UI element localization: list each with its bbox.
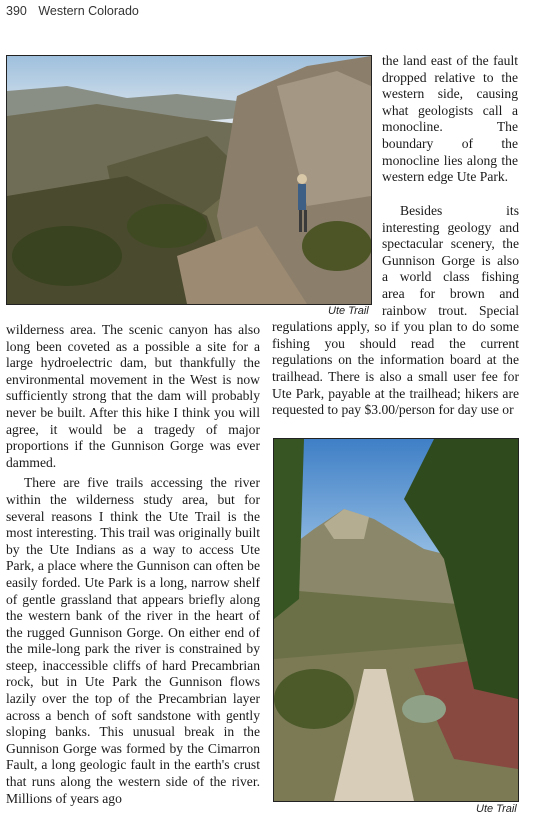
photo1-caption: Ute Trail bbox=[328, 305, 369, 317]
right-column-top bbox=[382, 53, 518, 186]
page-header bbox=[6, 4, 139, 18]
photo2-caption: Ute Trail bbox=[476, 803, 517, 815]
photo-ute-trail-path bbox=[273, 438, 519, 802]
fishing-paragraph bbox=[272, 203, 519, 419]
page-number: 390 bbox=[6, 4, 27, 18]
trail-path-image bbox=[274, 439, 518, 801]
left-column bbox=[6, 322, 260, 807]
paragraph: wilderness area. The scenic canyon has also long been coveted as a possible a site for a large hydroelectric dam, but thankfully the environmental movement in the West is now sufficiently strong that the dam will probably never be built. After this hike I think you will agree, it would be a tragedy of major proportions if the Gunnison Gorge was ever dammed. bbox=[6, 322, 260, 470]
paragraph: the land east of the fault dropped relative to the western side, causing what geologists call a monocline. The boundary of the monocline lies along the western edge Ute Park. bbox=[382, 53, 518, 185]
paragraph: There are five trails accessing the river within the wilderness study area, but for several reasons I think the Ute Trail is the most interesting. This trail was originally built by the Ute Indians as a way to access Ute Park, a place where the Gunnison can often be easily forded. Ute Park is a long, narrow shelf of gentle grassland that appears briefly along the western bank of the river in the heart of the rugged Gunnison Gorge. On either end of the mile-long park the river is constrained by steep, inaccessible cliffs of hard Precambrian rock, but in Ute Park the Gunnison flows lazily over the top of the Precambrian layer across a bench of soft sandstone with gently sloping banks. This unusual break in the Gunnison Gorge was formed by the Cimarron Fault, a long geologic fault in the earth's crust that runs along the western side of the river. Millions of years ago bbox=[6, 475, 260, 806]
running-title: Western Colorado bbox=[38, 4, 139, 18]
paragraph: Besides its interesting geology and spectacular scenery, the Gunnison Gorge is also a world class fishing area for brown and rainbow trout. Special regulations apply, so if you plan to do some fishing you should read the current regulations on the information board at the trailhead. There is also a small user fee for Ute Park, payable at the trailhead; hikers are requested to pay $3.00/person for day use or bbox=[272, 203, 519, 418]
